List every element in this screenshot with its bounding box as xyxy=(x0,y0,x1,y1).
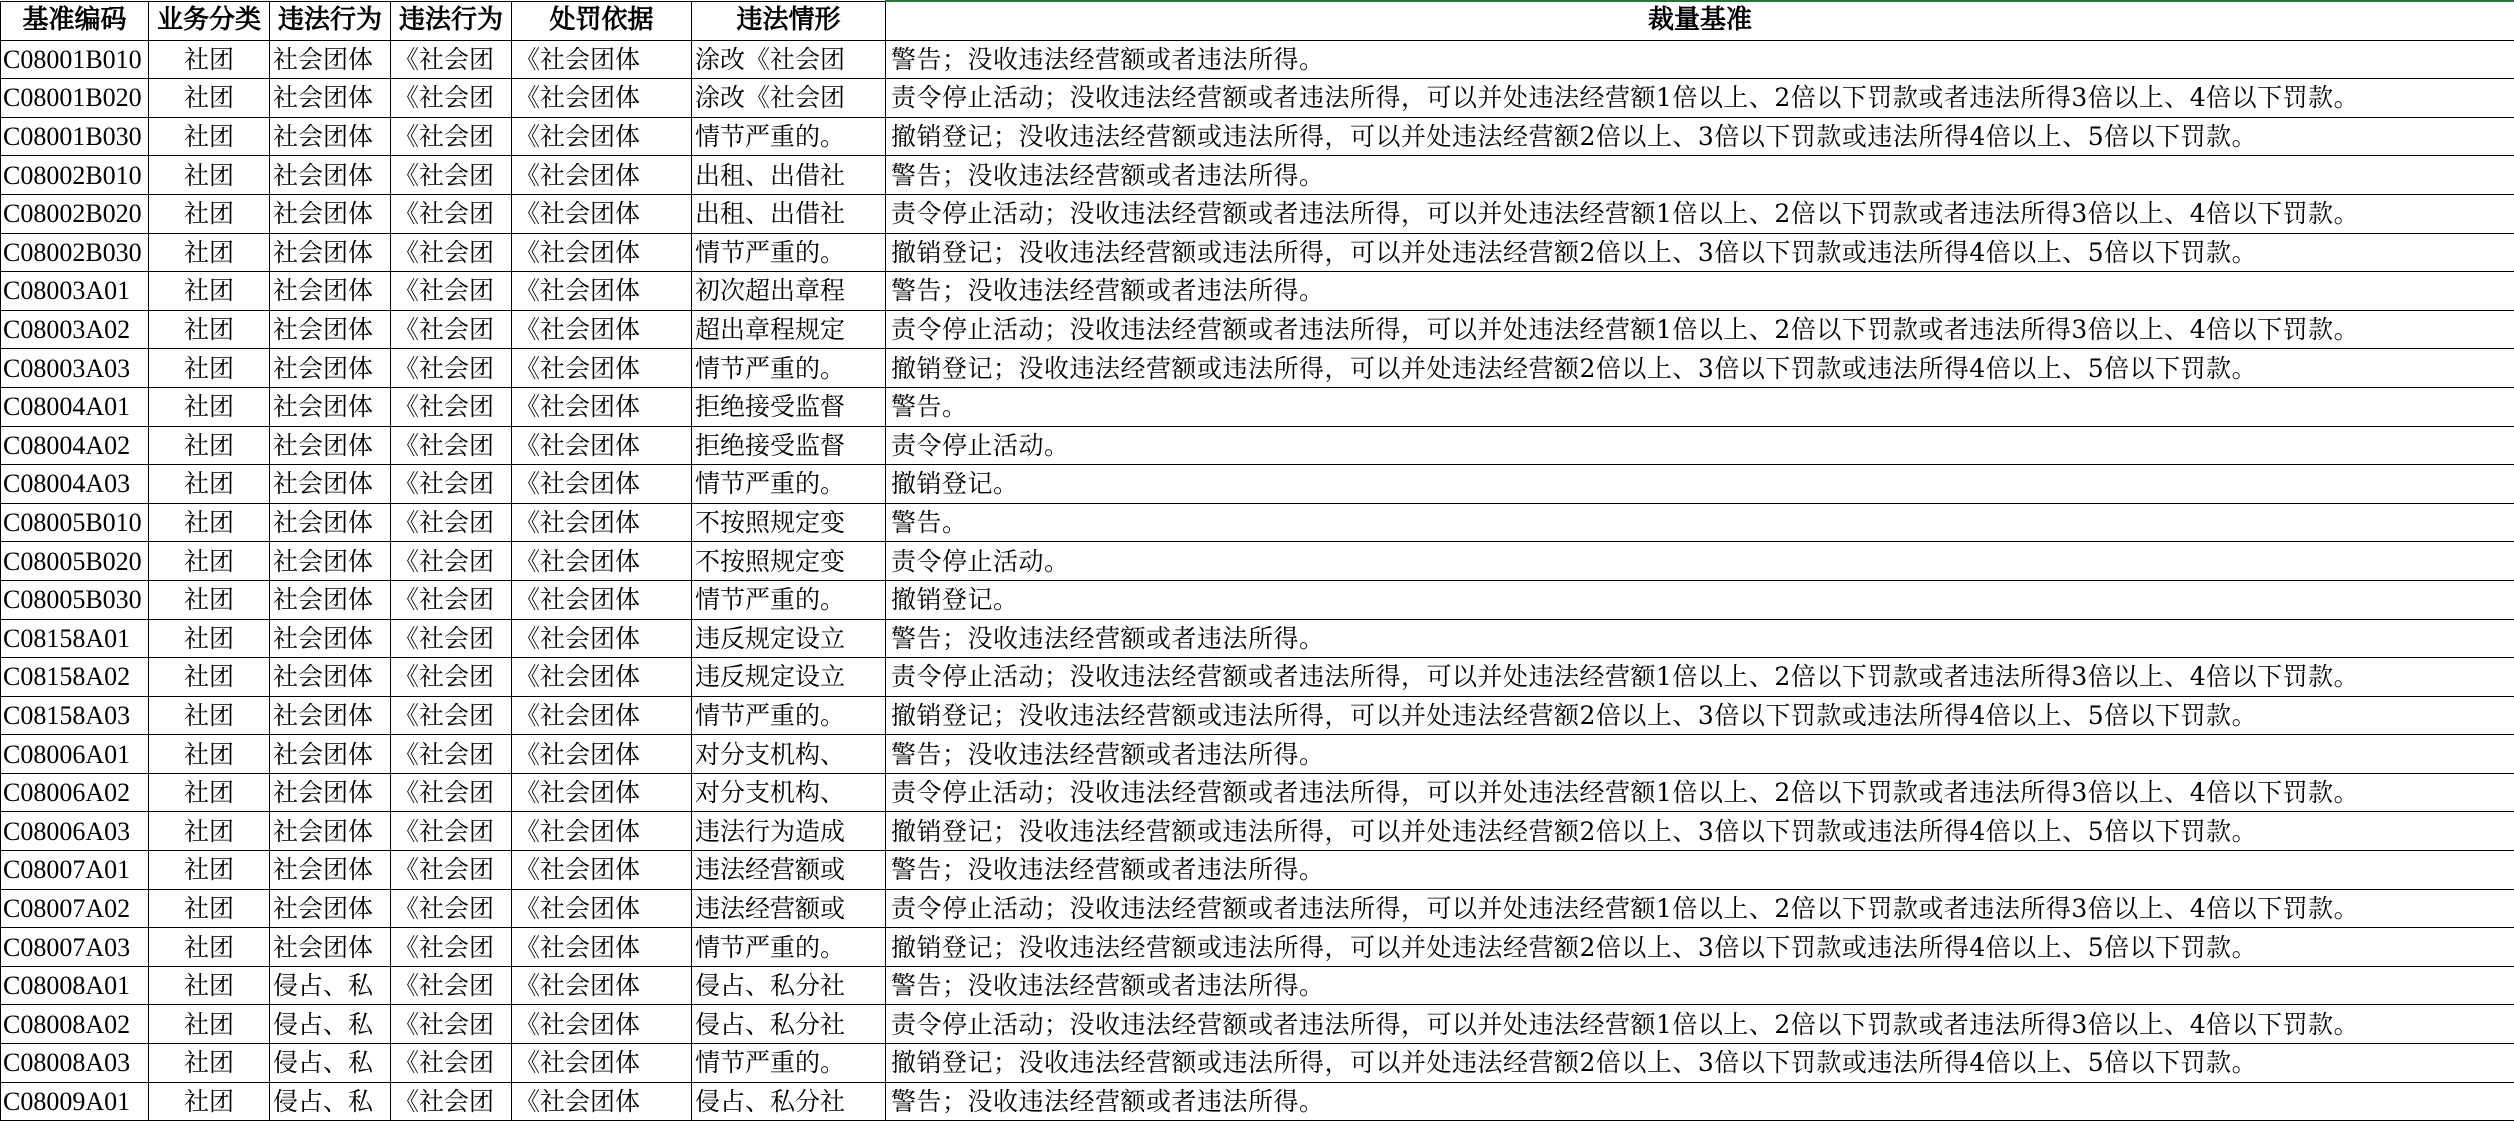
category-cell[interactable]: 社团 xyxy=(149,79,270,118)
violation-cell-2[interactable]: 《社会团 xyxy=(391,349,512,388)
code-cell[interactable]: C08002B020 xyxy=(1,194,149,233)
code-cell[interactable]: C08008A01 xyxy=(1,966,149,1005)
violation-cell-2[interactable]: 《社会团 xyxy=(391,40,512,79)
table-row xyxy=(1,851,2514,890)
circumstance-cell[interactable]: 初次超出章程 xyxy=(692,272,886,311)
circumstance-cell[interactable]: 违反规定设立 xyxy=(692,658,886,697)
category-cell[interactable]: 社团 xyxy=(149,696,270,735)
basis-cell[interactable]: 《社会团体 xyxy=(512,619,692,658)
basis-cell[interactable]: 《社会团体 xyxy=(512,233,692,272)
category-cell[interactable]: 社团 xyxy=(149,851,270,890)
violation-cell[interactable]: 社会团体 xyxy=(270,580,391,619)
circumstance-cell[interactable]: 违法行为造成 xyxy=(692,812,886,851)
violation-cell-2[interactable]: 《社会团 xyxy=(391,966,512,1005)
header-cell-standard[interactable]: 裁量基准 xyxy=(886,1,2514,40)
violation-cell[interactable]: 社会团体 xyxy=(270,40,391,79)
basis-cell[interactable]: 《社会团体 xyxy=(512,117,692,156)
standard-cell[interactable]: 警告。 xyxy=(886,387,2514,426)
standard-cell[interactable]: 警告；没收违法经营额或者违法所得。 xyxy=(886,966,2514,1005)
standard-cell[interactable]: 警告；没收违法经营额或者违法所得。 xyxy=(886,40,2514,79)
table-row xyxy=(1,117,2514,156)
standard-cell[interactable]: 责令停止活动；没收违法经营额或者违法所得，可以并处违法经营额1倍以上、2倍以下罚款或者违法所得3倍以上、4倍以下罚款。 xyxy=(886,773,2514,812)
violation-cell-2[interactable]: 《社会团 xyxy=(391,928,512,967)
violation-cell-2[interactable]: 《社会团 xyxy=(391,387,512,426)
basis-cell[interactable]: 《社会团体 xyxy=(512,658,692,697)
circumstance-cell[interactable]: 不按照规定变 xyxy=(692,542,886,581)
violation-cell[interactable]: 社会团体 xyxy=(270,426,391,465)
basis-cell[interactable]: 《社会团体 xyxy=(512,503,692,542)
table-row xyxy=(1,426,2514,465)
table-row xyxy=(1,735,2514,774)
category-cell[interactable]: 社团 xyxy=(149,966,270,1005)
violation-cell-2[interactable]: 《社会团 xyxy=(391,1044,512,1083)
category-cell[interactable]: 社团 xyxy=(149,1044,270,1083)
circumstance-cell[interactable]: 侵占、私分社 xyxy=(692,1005,886,1044)
table-row xyxy=(1,542,2514,581)
standard-cell[interactable]: 警告；没收违法经营额或者违法所得。 xyxy=(886,735,2514,774)
violation-cell[interactable]: 社会团体 xyxy=(270,619,391,658)
basis-cell[interactable]: 《社会团体 xyxy=(512,387,692,426)
table-row xyxy=(1,79,2514,118)
table-row xyxy=(1,40,2514,79)
circumstance-cell[interactable]: 对分支机构、 xyxy=(692,773,886,812)
circumstance-cell[interactable]: 侵占、私分社 xyxy=(692,966,886,1005)
basis-cell[interactable]: 《社会团体 xyxy=(512,735,692,774)
code-cell[interactable]: C08007A02 xyxy=(1,889,149,928)
code-cell[interactable]: C08158A03 xyxy=(1,696,149,735)
basis-cell[interactable]: 《社会团体 xyxy=(512,966,692,1005)
violation-cell[interactable]: 社会团体 xyxy=(270,773,391,812)
violation-cell-2[interactable]: 《社会团 xyxy=(391,889,512,928)
category-cell[interactable]: 社团 xyxy=(149,465,270,504)
category-cell[interactable]: 社团 xyxy=(149,117,270,156)
table-row xyxy=(1,310,2514,349)
table-row xyxy=(1,233,2514,272)
violation-cell-2[interactable]: 《社会团 xyxy=(391,79,512,118)
header-cell-category[interactable]: 业务分类 xyxy=(149,1,270,40)
code-cell[interactable]: C08158A01 xyxy=(1,619,149,658)
circumstance-cell[interactable]: 情节严重的。 xyxy=(692,1044,886,1083)
violation-cell[interactable]: 社会团体 xyxy=(270,503,391,542)
violation-cell[interactable]: 社会团体 xyxy=(270,272,391,311)
violation-cell-2[interactable]: 《社会团 xyxy=(391,272,512,311)
category-cell[interactable]: 社团 xyxy=(149,194,270,233)
violation-cell-2[interactable]: 《社会团 xyxy=(391,310,512,349)
violation-cell-2[interactable]: 《社会团 xyxy=(391,503,512,542)
category-cell[interactable]: 社团 xyxy=(149,928,270,967)
circumstance-cell[interactable]: 情节严重的。 xyxy=(692,696,886,735)
header-cell-code[interactable]: 基准编码 xyxy=(1,1,149,40)
standard-cell[interactable]: 撤销登记；没收违法经营额或违法所得，可以并处违法经营额2倍以上、3倍以下罚款或违法所得4倍以上、5倍以下罚款。 xyxy=(886,812,2514,851)
violation-cell-2[interactable]: 《社会团 xyxy=(391,812,512,851)
violation-cell[interactable]: 社会团体 xyxy=(270,194,391,233)
standard-cell[interactable]: 警告；没收违法经营额或者违法所得。 xyxy=(886,851,2514,890)
category-cell[interactable]: 社团 xyxy=(149,812,270,851)
standard-cell[interactable]: 警告。 xyxy=(886,503,2514,542)
category-cell[interactable]: 社团 xyxy=(149,773,270,812)
violation-cell-2[interactable]: 《社会团 xyxy=(391,233,512,272)
violation-cell[interactable]: 社会团体 xyxy=(270,735,391,774)
code-cell[interactable]: C08006A02 xyxy=(1,773,149,812)
table-row xyxy=(1,1044,2514,1083)
violation-cell-2[interactable]: 《社会团 xyxy=(391,1005,512,1044)
category-cell[interactable]: 社团 xyxy=(149,619,270,658)
basis-cell[interactable]: 《社会团体 xyxy=(512,696,692,735)
basis-cell[interactable]: 《社会团体 xyxy=(512,40,692,79)
violation-cell[interactable]: 侵占、私 xyxy=(270,1044,391,1083)
violation-cell-2[interactable]: 《社会团 xyxy=(391,426,512,465)
violation-cell[interactable]: 社会团体 xyxy=(270,156,391,195)
code-cell[interactable]: C08007A01 xyxy=(1,851,149,890)
code-cell[interactable]: C08006A01 xyxy=(1,735,149,774)
code-cell[interactable]: C08001B010 xyxy=(1,40,149,79)
basis-cell[interactable]: 《社会团体 xyxy=(512,465,692,504)
violation-cell[interactable]: 社会团体 xyxy=(270,889,391,928)
violation-cell-2[interactable]: 《社会团 xyxy=(391,465,512,504)
category-cell[interactable]: 社团 xyxy=(149,889,270,928)
table-row xyxy=(1,156,2514,195)
code-cell[interactable]: C08003A02 xyxy=(1,310,149,349)
standard-cell[interactable]: 警告；没收违法经营额或者违法所得。 xyxy=(886,1082,2514,1121)
table-row xyxy=(1,1082,2514,1121)
violation-cell[interactable]: 社会团体 xyxy=(270,928,391,967)
violation-cell[interactable]: 侵占、私 xyxy=(270,966,391,1005)
table-row xyxy=(1,889,2514,928)
standard-cell[interactable]: 撤销登记。 xyxy=(886,465,2514,504)
category-cell[interactable]: 社团 xyxy=(149,426,270,465)
table-row xyxy=(1,580,2514,619)
category-cell[interactable]: 社团 xyxy=(149,542,270,581)
header-cell-circumstance[interactable]: 违法情形 xyxy=(692,1,886,40)
category-cell[interactable]: 社团 xyxy=(149,40,270,79)
violation-cell-2[interactable]: 《社会团 xyxy=(391,542,512,581)
table-row xyxy=(1,773,2514,812)
violation-cell-2[interactable]: 《社会团 xyxy=(391,696,512,735)
code-cell[interactable]: C08158A02 xyxy=(1,658,149,697)
category-cell[interactable]: 社团 xyxy=(149,658,270,697)
standard-cell[interactable]: 撤销登记；没收违法经营额或违法所得，可以并处违法经营额2倍以上、3倍以下罚款或违法所得4倍以上、5倍以下罚款。 xyxy=(886,1044,2514,1083)
basis-cell[interactable]: 《社会团体 xyxy=(512,542,692,581)
violation-cell-2[interactable]: 《社会团 xyxy=(391,658,512,697)
basis-cell[interactable]: 《社会团体 xyxy=(512,812,692,851)
category-cell[interactable]: 社团 xyxy=(149,580,270,619)
circumstance-cell[interactable]: 出租、出借社 xyxy=(692,156,886,195)
table-row xyxy=(1,349,2514,388)
standard-cell[interactable]: 责令停止活动；没收违法经营额或者违法所得，可以并处违法经营额1倍以上、2倍以下罚款或者违法所得3倍以上、4倍以下罚款。 xyxy=(886,658,2514,697)
category-cell[interactable]: 社团 xyxy=(149,1082,270,1121)
basis-cell[interactable]: 《社会团体 xyxy=(512,349,692,388)
category-cell[interactable]: 社团 xyxy=(149,272,270,311)
category-cell[interactable]: 社团 xyxy=(149,503,270,542)
code-cell[interactable]: C08003A03 xyxy=(1,349,149,388)
circumstance-cell[interactable]: 情节严重的。 xyxy=(692,349,886,388)
table-row xyxy=(1,503,2514,542)
violation-cell-2[interactable]: 《社会团 xyxy=(391,1082,512,1121)
code-cell[interactable]: C08005B010 xyxy=(1,503,149,542)
code-cell[interactable]: C08007A03 xyxy=(1,928,149,967)
circumstance-cell[interactable]: 拒绝接受监督 xyxy=(692,426,886,465)
category-cell[interactable]: 社团 xyxy=(149,310,270,349)
violation-cell[interactable]: 社会团体 xyxy=(270,349,391,388)
basis-cell[interactable]: 《社会团体 xyxy=(512,1005,692,1044)
violation-cell[interactable]: 侵占、私 xyxy=(270,1005,391,1044)
violation-cell[interactable]: 社会团体 xyxy=(270,117,391,156)
code-cell[interactable]: C08003A01 xyxy=(1,272,149,311)
standard-cell[interactable]: 撤销登记；没收违法经营额或违法所得，可以并处违法经营额2倍以上、3倍以下罚款或违法所得4倍以上、5倍以下罚款。 xyxy=(886,233,2514,272)
basis-cell[interactable]: 《社会团体 xyxy=(512,928,692,967)
basis-cell[interactable]: 《社会团体 xyxy=(512,1044,692,1083)
code-cell[interactable]: C08008A03 xyxy=(1,1044,149,1083)
category-cell[interactable]: 社团 xyxy=(149,387,270,426)
circumstance-cell[interactable]: 情节严重的。 xyxy=(692,117,886,156)
basis-cell[interactable]: 《社会团体 xyxy=(512,310,692,349)
code-cell[interactable]: C08005B030 xyxy=(1,580,149,619)
standard-cell[interactable]: 责令停止活动；没收违法经营额或者违法所得，可以并处违法经营额1倍以上、2倍以下罚款或者违法所得3倍以上、4倍以下罚款。 xyxy=(886,889,2514,928)
violation-cell[interactable]: 社会团体 xyxy=(270,696,391,735)
category-cell[interactable]: 社团 xyxy=(149,233,270,272)
violation-cell[interactable]: 社会团体 xyxy=(270,465,391,504)
code-cell[interactable]: C08002B030 xyxy=(1,233,149,272)
circumstance-cell[interactable]: 违法经营额或 xyxy=(692,889,886,928)
circumstance-cell[interactable]: 对分支机构、 xyxy=(692,735,886,774)
header-cell-violation[interactable]: 违法行为 xyxy=(270,1,391,40)
code-cell[interactable]: C08004A03 xyxy=(1,465,149,504)
standard-cell[interactable]: 警告；没收违法经营额或者违法所得。 xyxy=(886,156,2514,195)
table-row xyxy=(1,619,2514,658)
violation-cell-2[interactable]: 《社会团 xyxy=(391,851,512,890)
code-cell[interactable]: C08009A01 xyxy=(1,1082,149,1121)
violation-cell[interactable]: 侵占、私 xyxy=(270,1082,391,1121)
standard-cell[interactable]: 警告；没收违法经营额或者违法所得。 xyxy=(886,619,2514,658)
violation-cell-2[interactable]: 《社会团 xyxy=(391,773,512,812)
standard-cell[interactable]: 责令停止活动；没收违法经营额或者违法所得，可以并处违法经营额1倍以上、2倍以下罚款或者违法所得3倍以上、4倍以下罚款。 xyxy=(886,79,2514,118)
basis-cell[interactable]: 《社会团体 xyxy=(512,1082,692,1121)
standard-cell[interactable]: 撤销登记。 xyxy=(886,580,2514,619)
standard-cell[interactable]: 撤销登记；没收违法经营额或违法所得，可以并处违法经营额2倍以上、3倍以下罚款或违法所得4倍以上、5倍以下罚款。 xyxy=(886,928,2514,967)
category-cell[interactable]: 社团 xyxy=(149,1005,270,1044)
circumstance-cell[interactable]: 违法经营额或 xyxy=(692,851,886,890)
basis-cell[interactable]: 《社会团体 xyxy=(512,889,692,928)
circumstance-cell[interactable]: 涂改《社会团 xyxy=(692,40,886,79)
basis-cell[interactable]: 《社会团体 xyxy=(512,580,692,619)
standard-cell[interactable]: 撤销登记；没收违法经营额或违法所得，可以并处违法经营额2倍以上、3倍以下罚款或违法所得4倍以上、5倍以下罚款。 xyxy=(886,349,2514,388)
code-cell[interactable]: C08004A02 xyxy=(1,426,149,465)
table-row xyxy=(1,272,2514,311)
code-cell[interactable]: C08004A01 xyxy=(1,387,149,426)
circumstance-cell[interactable]: 违反规定设立 xyxy=(692,619,886,658)
circumstance-cell[interactable]: 侵占、私分社 xyxy=(692,1082,886,1121)
standard-cell[interactable]: 撤销登记；没收违法经营额或违法所得，可以并处违法经营额2倍以上、3倍以下罚款或违法所得4倍以上、5倍以下罚款。 xyxy=(886,117,2514,156)
violation-cell[interactable]: 社会团体 xyxy=(270,79,391,118)
basis-cell[interactable]: 《社会团体 xyxy=(512,156,692,195)
violation-cell[interactable]: 社会团体 xyxy=(270,812,391,851)
basis-cell[interactable]: 《社会团体 xyxy=(512,773,692,812)
code-cell[interactable]: C08002B010 xyxy=(1,156,149,195)
circumstance-cell[interactable]: 涂改《社会团 xyxy=(692,79,886,118)
category-cell[interactable]: 社团 xyxy=(149,156,270,195)
violation-cell[interactable]: 社会团体 xyxy=(270,387,391,426)
circumstance-cell[interactable]: 不按照规定变 xyxy=(692,503,886,542)
standard-cell[interactable]: 责令停止活动；没收违法经营额或者违法所得，可以并处违法经营额1倍以上、2倍以下罚款或者违法所得3倍以上、4倍以下罚款。 xyxy=(886,1005,2514,1044)
table-row xyxy=(1,465,2514,504)
circumstance-cell[interactable]: 情节严重的。 xyxy=(692,233,886,272)
circumstance-cell[interactable]: 情节严重的。 xyxy=(692,928,886,967)
standard-cell[interactable]: 责令停止活动。 xyxy=(886,542,2514,581)
code-cell[interactable]: C08001B030 xyxy=(1,117,149,156)
violation-cell[interactable]: 社会团体 xyxy=(270,233,391,272)
violation-cell[interactable]: 社会团体 xyxy=(270,658,391,697)
standard-cell[interactable]: 责令停止活动；没收违法经营额或者违法所得，可以并处违法经营额1倍以上、2倍以下罚款或者违法所得3倍以上、4倍以下罚款。 xyxy=(886,310,2514,349)
basis-cell[interactable]: 《社会团体 xyxy=(512,79,692,118)
circumstance-cell[interactable]: 拒绝接受监督 xyxy=(692,387,886,426)
violation-cell[interactable]: 社会团体 xyxy=(270,542,391,581)
basis-cell[interactable]: 《社会团体 xyxy=(512,272,692,311)
header-cell-basis[interactable]: 处罚依据 xyxy=(512,1,692,40)
circumstance-cell[interactable]: 情节严重的。 xyxy=(692,580,886,619)
standard-cell[interactable]: 责令停止活动。 xyxy=(886,426,2514,465)
circumstance-cell[interactable]: 情节严重的。 xyxy=(692,465,886,504)
table-row xyxy=(1,387,2514,426)
code-cell[interactable]: C08006A03 xyxy=(1,812,149,851)
violation-cell-2[interactable]: 《社会团 xyxy=(391,735,512,774)
violation-cell-2[interactable]: 《社会团 xyxy=(391,156,512,195)
standard-cell[interactable]: 撤销登记；没收违法经营额或违法所得，可以并处违法经营额2倍以上、3倍以下罚款或违法所得4倍以上、5倍以下罚款。 xyxy=(886,696,2514,735)
violation-cell-2[interactable]: 《社会团 xyxy=(391,194,512,233)
table-row xyxy=(1,1005,2514,1044)
violation-cell[interactable]: 社会团体 xyxy=(270,851,391,890)
basis-cell[interactable]: 《社会团体 xyxy=(512,426,692,465)
table-row xyxy=(1,812,2514,851)
code-cell[interactable]: C08005B020 xyxy=(1,542,149,581)
violation-cell-2[interactable]: 《社会团 xyxy=(391,117,512,156)
basis-cell[interactable]: 《社会团体 xyxy=(512,194,692,233)
circumstance-cell[interactable]: 超出章程规定 xyxy=(692,310,886,349)
standard-cell[interactable]: 责令停止活动；没收违法经营额或者违法所得，可以并处违法经营额1倍以上、2倍以下罚款或者违法所得3倍以上、4倍以下罚款。 xyxy=(886,194,2514,233)
header-row xyxy=(1,1,2514,40)
violation-cell-2[interactable]: 《社会团 xyxy=(391,619,512,658)
table-row xyxy=(1,696,2514,735)
table-row xyxy=(1,928,2514,967)
standard-cell[interactable]: 警告；没收违法经营额或者违法所得。 xyxy=(886,272,2514,311)
table-row xyxy=(1,966,2514,1005)
circumstance-cell[interactable]: 出租、出借社 xyxy=(692,194,886,233)
basis-cell[interactable]: 《社会团体 xyxy=(512,851,692,890)
table-row xyxy=(1,194,2514,233)
violation-cell-2[interactable]: 《社会团 xyxy=(391,580,512,619)
violation-cell[interactable]: 社会团体 xyxy=(270,310,391,349)
category-cell[interactable]: 社团 xyxy=(149,735,270,774)
code-cell[interactable]: C08001B020 xyxy=(1,79,149,118)
header-cell-violation-2[interactable]: 违法行为 xyxy=(391,1,512,40)
code-cell[interactable]: C08008A02 xyxy=(1,1005,149,1044)
table-row xyxy=(1,658,2514,697)
category-cell[interactable]: 社团 xyxy=(149,349,270,388)
